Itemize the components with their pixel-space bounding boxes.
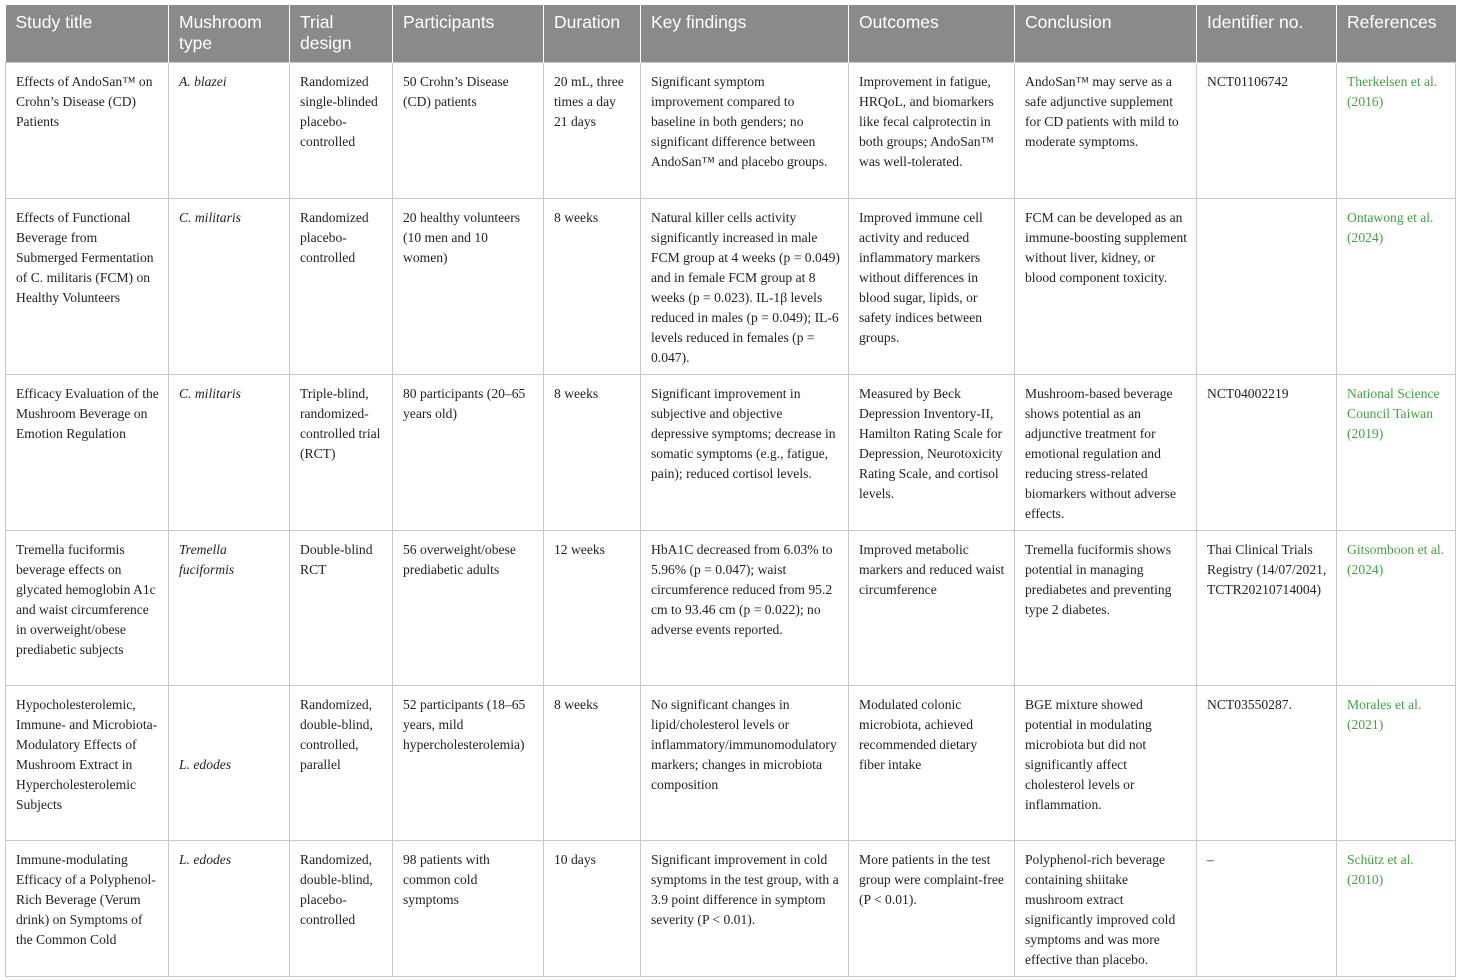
cell-participants: 20 healthy volunteers (10 men and 10 women) [393,199,544,375]
cell-participants: 50 Crohn’s Disease (CD) patients [393,63,544,199]
header-row [6,5,1456,63]
table-row [6,63,1456,199]
cell-mushroom-type: A. blazei [169,63,290,199]
header-trial-design: Trial design [290,5,393,63]
cell-key-findings: No significant changes in lipid/cholesterol levels or inflammatory/immunomodulatory markers; changes in microbiota composition [641,686,849,841]
cell-duration: 12 weeks [544,531,641,686]
cell-key-findings: Significant improvement in subjective and objective depressive symptoms; decrease in somatic symptoms (e.g., fatigue, pain); reduced cortisol levels. [641,375,849,531]
cell-outcomes: More patients in the test group were complaint-free (P < 0.01). [849,841,1015,977]
cell-conclusion: Tremella fuciformis shows potential in managing prediabetes and preventing type 2 diabetes. [1015,531,1197,686]
cell-participants: 56 overweight/obese prediabetic adults [393,531,544,686]
cell-participants: 52 participants (18–65 years, mild hypercholesterolemia) [393,686,544,841]
cell-trial-design: Triple-blind, randomized-controlled trial (RCT) [290,375,393,531]
cell-conclusion: BGE mixture showed potential in modulating microbiota but did not significantly affect cholesterol levels or inflammation. [1015,686,1197,841]
cell-duration: 10 days [544,841,641,977]
cell-mushroom-type: C. militaris [169,199,290,375]
cell-trial-design: Randomized, double-blind, placebo-controlled [290,841,393,977]
reference-link[interactable]: Ontawong et al. (2024) [1337,199,1456,375]
cell-mushroom-type: C. militaris [169,375,290,531]
reference-link[interactable]: Morales et al. (2021) [1337,686,1456,841]
header-study-title: Study title [6,5,169,63]
cell-mushroom-type: Tremella fuciformis [169,531,290,686]
cell-outcomes: Improvement in fatigue, HRQoL, and biomarkers like fecal calprotectin in both groups; AndoSan™ was well-tolerated. [849,63,1015,199]
header-references: References [1337,5,1456,63]
cell-key-findings: Natural killer cells activity significantly increased in male FCM group at 4 weeks (p = 0.049) and in female FCM group at 8 weeks (p = 0.023). IL-1β levels reduced in males (p = 0.049); IL-6 levels reduced in females (p = 0.047). [641,199,849,375]
cell-study-title: Tremella fuciformis beverage effects on glycated hemoglobin A1c and waist circumference in overweight/obese prediabetic subjects [6,531,169,686]
cell-outcomes: Measured by Beck Depression Inventory-II, Hamilton Rating Scale for Depression, Neurotoxicity Rating Scale, and cortisol levels. [849,375,1015,531]
cell-identifier [1197,199,1337,375]
cell-trial-design: Randomized single-blinded placebo-controlled [290,63,393,199]
cell-duration: 8 weeks [544,686,641,841]
cell-identifier: – [1197,841,1337,977]
header-key-findings: Key findings [641,5,849,63]
table-row [6,841,1456,977]
cell-duration: 20 mL, three times a day 21 days [544,63,641,199]
cell-mushroom-type: L. edodes [169,686,290,841]
cell-trial-design: Randomized placebo-controlled [290,199,393,375]
cell-study-title: Immune-modulating Efficacy of a Polyphenol-Rich Beverage (Verum drink) on Symptoms of the Common Cold [6,841,169,977]
header-duration: Duration [544,5,641,63]
cell-participants: 98 patients with common cold symptoms [393,841,544,977]
cell-conclusion: FCM can be developed as an immune-boosting supplement without liver, kidney, or blood component toxicity. [1015,199,1197,375]
studies-table-container [5,5,1455,977]
reference-link[interactable]: National Science Council Taiwan (2019) [1337,375,1456,531]
cell-conclusion: Polyphenol-rich beverage containing shiitake mushroom extract significantly improved cold symptoms and was more effective than placebo. [1015,841,1197,977]
table-row [6,686,1456,841]
cell-conclusion: Mushroom-based beverage shows potential as an adjunctive treatment for emotional regulation and reducing stress-related biomarkers without adverse effects. [1015,375,1197,531]
header-mushroom-type: Mushroom type [169,5,290,63]
cell-study-title: Efficacy Evaluation of the Mushroom Beverage on Emotion Regulation [6,375,169,531]
cell-mushroom-type: L. edodes [169,841,290,977]
cell-trial-design: Double-blind RCT [290,531,393,686]
reference-link[interactable]: Gitsomboon et al. (2024) [1337,531,1456,686]
cell-key-findings: HbA1C decreased from 6.03% to 5.96% (p = 0.047); waist circumference reduced from 95.2 cm to 93.46 cm (p = 0.022); no adverse events reported. [641,531,849,686]
cell-identifier: Thai Clinical Trials Registry (14/07/2021, TCTR20210714004) [1197,531,1337,686]
cell-study-title: Effects of Functional Beverage from Submerged Fermentation of C. militaris (FCM) on Healthy Volunteers [6,199,169,375]
cell-conclusion: AndoSan™ may serve as a safe adjunctive supplement for CD patients with mild to moderate symptoms. [1015,63,1197,199]
cell-identifier: NCT01106742 [1197,63,1337,199]
cell-key-findings: Significant improvement in cold symptoms in the test group, with a 3.9 point difference in symptom severity (P < 0.01). [641,841,849,977]
table-row [6,531,1456,686]
clinical-studies-table [5,5,1456,977]
header-outcomes: Outcomes [849,5,1015,63]
reference-link[interactable]: Therkelsen et al. (2016) [1337,63,1456,199]
reference-link[interactable]: Schütz et al. (2010) [1337,841,1456,977]
table-row [6,199,1456,375]
cell-outcomes: Improved metabolic markers and reduced waist circumference [849,531,1015,686]
cell-study-title: Hypocholesterolemic, Immune- and Microbiota-Modulatory Effects of Mushroom Extract in Hypercholesterolemic Subjects [6,686,169,841]
cell-duration: 8 weeks [544,375,641,531]
cell-identifier: NCT04002219 [1197,375,1337,531]
cell-trial-design: Randomized, double-blind, controlled, parallel [290,686,393,841]
cell-participants: 80 participants (20–65 years old) [393,375,544,531]
header-participants: Participants [393,5,544,63]
cell-study-title: Effects of AndoSan™ on Crohn’s Disease (CD) Patients [6,63,169,199]
cell-key-findings: Significant symptom improvement compared to baseline in both genders; no significant difference between AndoSan™ and placebo groups. [641,63,849,199]
table-row [6,375,1456,531]
cell-duration: 8 weeks [544,199,641,375]
header-identifier: Identifier no. [1197,5,1337,63]
cell-outcomes: Modulated colonic microbiota, achieved recommended dietary fiber intake [849,686,1015,841]
cell-identifier: NCT03550287. [1197,686,1337,841]
header-conclusion: Conclusion [1015,5,1197,63]
cell-outcomes: Improved immune cell activity and reduced inflammatory markers without differences in blood sugar, lipids, or safety indices between groups. [849,199,1015,375]
